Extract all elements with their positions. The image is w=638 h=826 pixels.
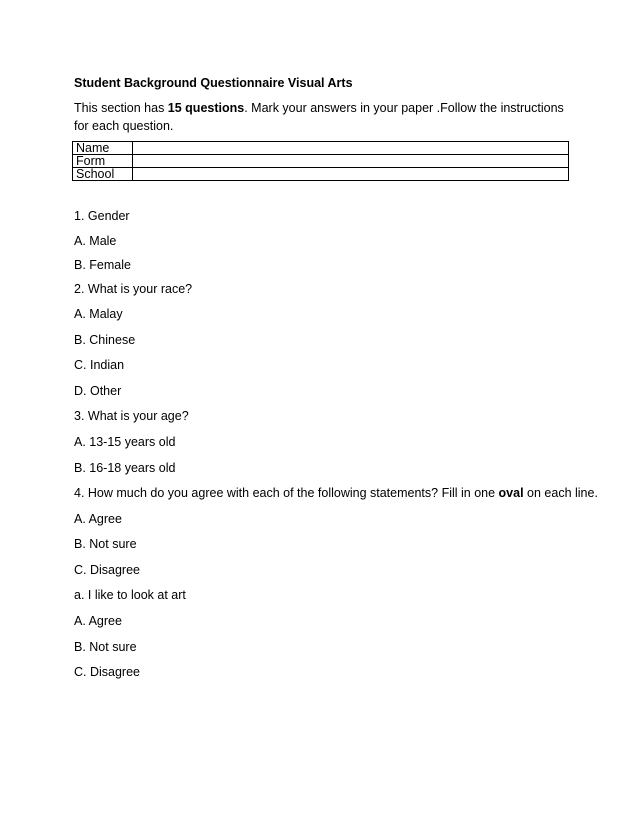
school-field[interactable] <box>133 168 569 181</box>
student-info-table <box>72 141 569 181</box>
question-1: 1. Gender <box>74 209 130 223</box>
name-field[interactable] <box>133 142 569 155</box>
intro-prefix: This section has <box>74 101 168 115</box>
answer-option: B. Chinese <box>74 333 136 347</box>
question-4-text-start: 4. How much do you agree with each of the following statements? Fill in one <box>74 486 499 500</box>
form-field[interactable] <box>133 155 569 168</box>
info-label-name: Name <box>73 142 133 155</box>
intro-question-count: 15 questions <box>167 101 245 115</box>
question-4-text-end: on each line. <box>523 486 598 500</box>
answer-option: B. Not sure <box>74 537 137 551</box>
answer-option: B. Female <box>74 258 131 272</box>
info-row-form <box>73 155 569 168</box>
answer-option: C. Disagree <box>74 665 140 679</box>
question-2: 2. What is your race? <box>74 282 193 296</box>
document-title: Student Background Questionnaire Visual Arts <box>74 76 353 90</box>
intro-paragraph <box>74 99 574 135</box>
answer-option: B. 16-18 years old <box>74 461 176 475</box>
info-row-school <box>73 168 569 181</box>
answer-option: A. 13-15 years old <box>74 435 176 449</box>
info-label-form: Form <box>73 155 133 168</box>
question-3: 3. What is your age? <box>74 409 189 423</box>
answer-option: A. Agree <box>74 614 122 628</box>
info-row-name <box>73 142 569 155</box>
intro-suffix: . Mark your answers in your paper .Follow the instructions for each question. <box>74 101 564 133</box>
answer-option: C. Indian <box>74 358 125 372</box>
answer-option: C. Disagree <box>74 563 140 577</box>
answer-option: D. Other <box>74 384 122 398</box>
info-label-school: School <box>73 168 133 181</box>
answer-option: B. Not sure <box>74 640 137 654</box>
question-4 <box>74 486 598 500</box>
answer-option: A. Agree <box>74 512 122 526</box>
answer-option: A. Male <box>74 234 117 248</box>
question-4-emphasis: oval <box>498 486 524 500</box>
answer-option: A. Malay <box>74 307 123 321</box>
statement-a: a. I like to look at art <box>74 588 186 602</box>
